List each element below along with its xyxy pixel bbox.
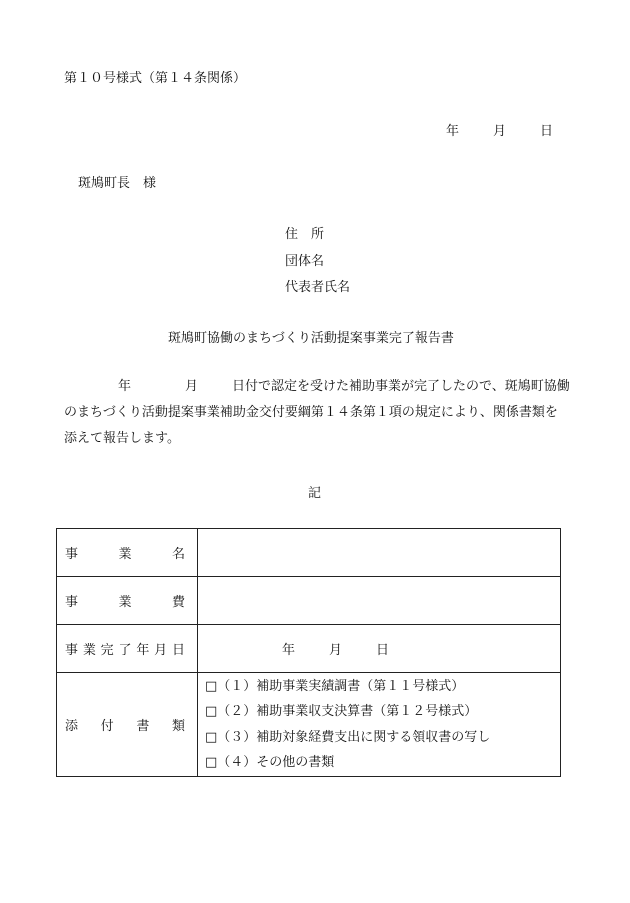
completion-day: 日 [376,643,390,658]
date-day: 日 [540,124,554,139]
attachment-item-2[interactable]: □（２）補助事業収支決算書（第１２号様式） [205,704,478,719]
label-char: 了 [118,643,132,658]
project-cost-label [57,577,198,625]
label-char: 日 [171,643,185,658]
label-char: 事 [65,643,79,658]
completion-date-label [57,625,198,673]
table-row-project-cost [57,577,561,625]
label-char: 年 [136,643,150,658]
table-row-project-name [57,529,561,577]
table-row-attachments [57,673,561,777]
project-name-label [57,529,198,577]
body-line-3: 添えて報告します。 [64,431,180,446]
body-line-1 [64,374,570,400]
attachment-item-4[interactable]: □（４）その他の書類 [205,755,335,770]
label-char: 付 [100,719,114,734]
label-char: 名 [171,547,185,562]
label-char: 業 [118,595,132,610]
attachment-item-3[interactable]: □（３）補助対象経費支出に関する領収書の写し [205,729,491,745]
label-char: 類 [171,719,185,734]
applicant-address-label: 住 所 [285,227,325,242]
completion-month: 月 [329,643,343,658]
body-line-1-rest: 日付で認定を受けた補助事業が完了したので、斑鳩町協働 [232,379,570,394]
body-paragraph [64,374,570,452]
document-title: 斑鳩町協働のまちづくり活動提案事業完了報告書 [168,331,454,346]
project-cost-field[interactable] [198,577,561,625]
body-month: 月 [185,379,199,394]
body-line-2: のまちづくり活動提案事業補助金交付要綱第１４条第１項の規定により、関係書類を [64,405,558,420]
ki-heading: 記 [308,486,322,501]
report-date [446,120,553,139]
completion-date-field[interactable] [198,625,561,673]
applicant-organization-label: 団体名 [285,254,325,269]
label-char: 完 [100,643,114,658]
completion-year: 年 [282,643,296,658]
label-char: 事 [65,595,79,610]
project-name-field[interactable] [198,529,561,577]
addressee: 斑鳩町長 様 [78,176,157,191]
label-char: 事 [65,547,79,562]
report-table [56,528,561,777]
applicant-representative-label: 代表者氏名 [285,280,351,295]
attachments-label [57,673,198,777]
table-row-completion-date [57,625,561,673]
attachment-item-1[interactable]: □（１）補助事業実績調書（第１１号様式） [205,678,465,694]
label-char: 添 [65,719,79,734]
date-year: 年 [446,124,460,139]
attachment-list [198,674,560,776]
label-char: 費 [171,595,185,610]
label-char: 業 [118,547,132,562]
body-year: 年 [118,379,132,394]
label-char: 月 [154,643,168,658]
attachments-list-cell [198,673,561,777]
label-char: 業 [82,643,96,658]
form-number: 第１０号様式（第１４条関係） [64,71,247,86]
label-char: 書 [136,719,150,734]
date-month: 月 [493,124,507,139]
